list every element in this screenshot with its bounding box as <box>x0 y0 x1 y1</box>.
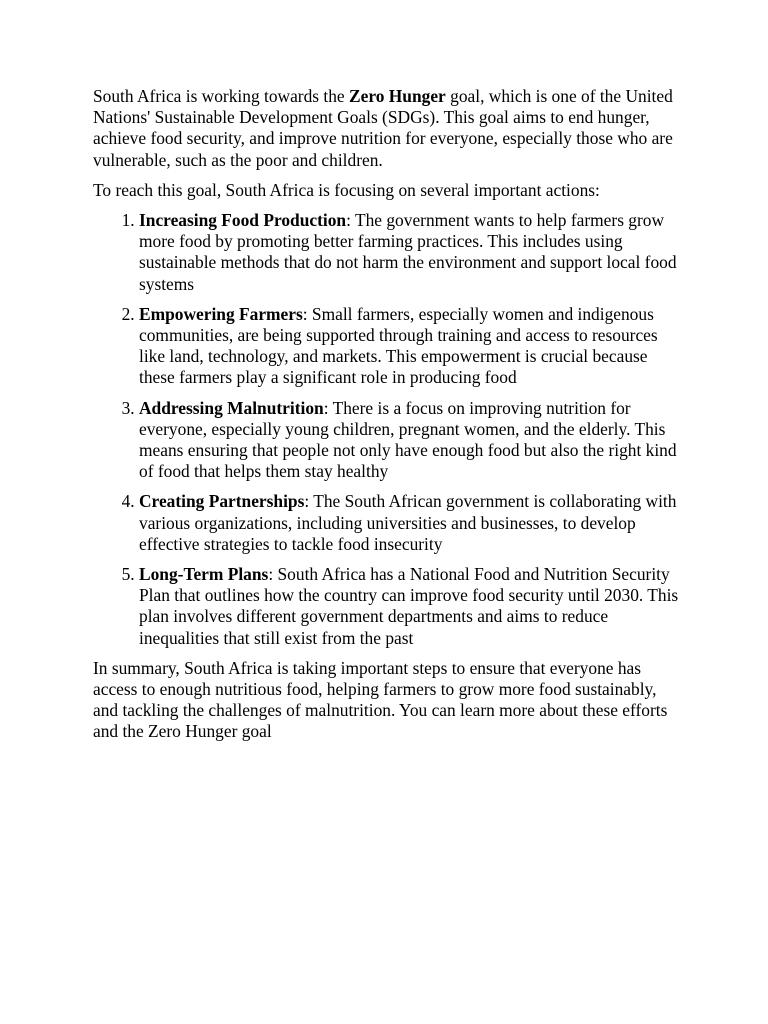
list-item-text: : The South African government is collaborating with various organizations, including universities and businesses, to develop effective strategies to tackle food insecurity <box>139 491 677 554</box>
list-item-title: Addressing Malnutrition <box>139 397 324 418</box>
intro-bold-term: Zero Hunger <box>349 86 446 106</box>
list-item-text: : Small farmers, especially women and indigenous communities, are being supported through training and access to resources like land, technology, and markets. This empowerment is crucial because these farmers play a significant role in producing food <box>139 303 658 388</box>
list-item <box>139 304 683 389</box>
list-item <box>139 491 683 555</box>
list-item-title: Creating Partnerships <box>139 491 305 512</box>
list-item-title: Increasing Food Production <box>139 210 347 231</box>
summary-paragraph: In summary, South Africa is taking important steps to ensure that everyone has access to enough nutritious food, helping farmers to grow more food sustainably, and tackling the challenges of malnutrition. You can learn more about these efforts and the Zero Hunger goal <box>93 657 668 742</box>
intro-text-before: South Africa is working towards the <box>93 86 349 106</box>
actions-list <box>93 210 683 649</box>
list-item-title: Long-Term Plans <box>139 564 269 585</box>
list-item-text: : South Africa has a National Food and Nutrition Security Plan that outlines how the country can improve food security until 2030. This plan involves different government departments and aims to reduce inequalities that still exist from the past <box>139 564 679 648</box>
list-item-text: : There is a focus on improving nutrition for everyone, especially young children, pregnant women, and the elderly. This means ensuring that people not only have enough food but also the right kind of food that helps them stay healthy <box>139 397 677 482</box>
intro-text-after: goal, which is one of the United Nations' Sustainable Development Goals (SDGs). This goal aims to end hunger, achieve food security, and improve nutrition for everyone, especially those who are vulnerable, such as the poor and children. <box>93 86 673 170</box>
document-page <box>93 86 683 752</box>
list-item <box>139 564 683 649</box>
list-item <box>139 398 683 483</box>
list-item-text: : The government wants to help farmers grow more food by promoting better farming practices. This includes using sustainable methods that do not harm the environment and support local food systems <box>139 210 677 294</box>
intro-paragraph <box>93 86 683 171</box>
list-item-title: Empowering Farmers <box>139 303 303 324</box>
lead-in-paragraph: To reach this goal, South Africa is focusing on several important actions: <box>93 179 600 200</box>
list-item <box>139 210 683 295</box>
